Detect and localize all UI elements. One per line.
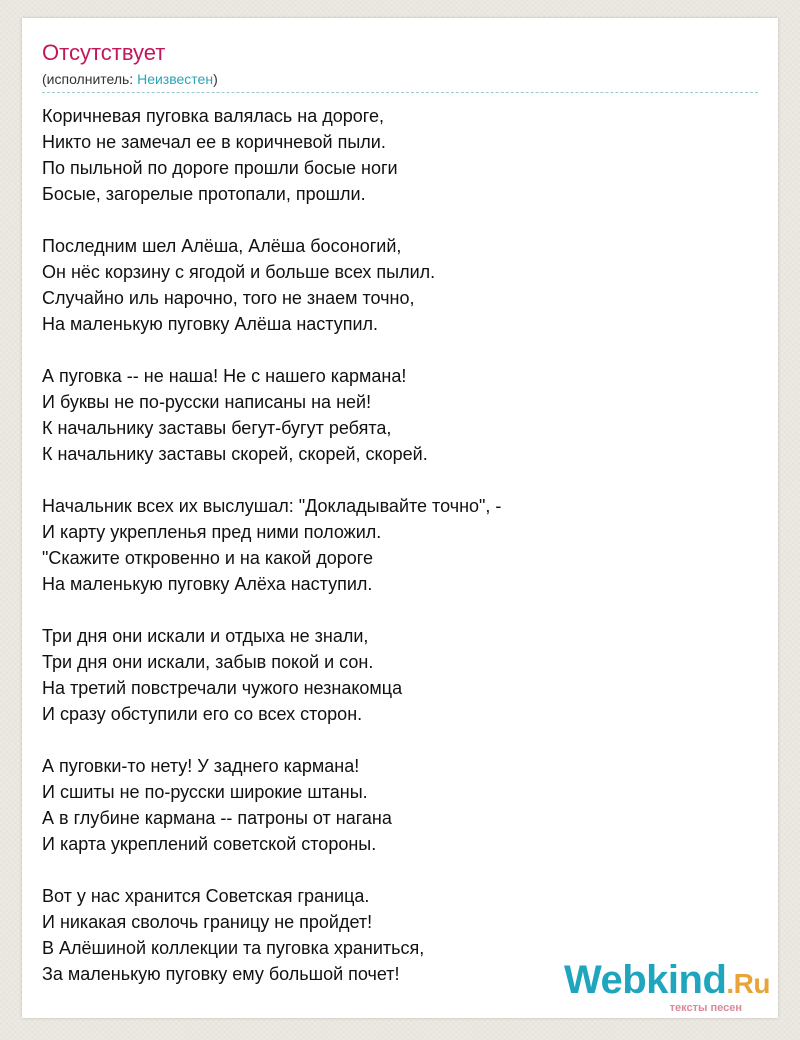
stanza bbox=[42, 363, 758, 467]
lyric-line: На маленькую пуговку Алёха наступил. bbox=[42, 574, 373, 594]
stanza bbox=[42, 103, 758, 207]
lyric-line: На маленькую пуговку Алёша наступил. bbox=[42, 314, 379, 334]
lyric-line: И сшиты не по-русски широкие штаны. bbox=[42, 782, 368, 802]
stanza bbox=[42, 493, 758, 597]
lyric-line: И буквы не по-русски написаны на ней! bbox=[42, 392, 372, 412]
logo-wordmark bbox=[564, 960, 770, 1004]
lyric-line: По пыльной по дороге прошли босые ноги bbox=[42, 158, 398, 178]
lyric-line: К начальнику заставы скорей, скорей, скорей. bbox=[42, 444, 428, 464]
artist-link[interactable]: Неизвестен bbox=[137, 71, 214, 87]
logo-tagline: тексты песен bbox=[669, 1002, 742, 1014]
site-logo[interactable] bbox=[564, 960, 770, 1014]
lyric-line: А пуговки-то нету! У заднего кармана! bbox=[42, 756, 360, 776]
lyric-line: К начальнику заставы бегут-бугут ребята, bbox=[42, 418, 392, 438]
lyric-line: И карту укрепленья пред ними положил. bbox=[42, 522, 382, 542]
header-divider bbox=[42, 92, 758, 93]
lyric-line: Последним шел Алёша, Алёша босоногий, bbox=[42, 236, 402, 256]
logo-domain: .Ru bbox=[726, 968, 770, 999]
lyric-line: И сразу обступили его со всех сторон. bbox=[42, 704, 363, 724]
artist-line bbox=[42, 68, 758, 90]
lyrics-card bbox=[22, 18, 778, 1018]
stanza bbox=[42, 233, 758, 337]
lyrics-body bbox=[42, 103, 758, 1013]
lyric-line: Случайно иль нарочно, того не знаем точно, bbox=[42, 288, 415, 308]
lyric-line: Он нёс корзину с ягодой и больше всех пылил. bbox=[42, 262, 436, 282]
lyric-line: "Скажите откровенно и на какой дороге bbox=[42, 548, 373, 568]
lyric-line: И карта укреплений советской стороны. bbox=[42, 834, 377, 854]
artist-prefix: (исполнитель: bbox=[42, 71, 138, 87]
song-header bbox=[42, 38, 758, 90]
lyric-line: Коричневая пуговка валялась на дороге, bbox=[42, 106, 384, 126]
lyric-line: Босые, загорелые протопали, прошли. bbox=[42, 184, 366, 204]
lyric-line: Никто не замечал ее в коричневой пыли. bbox=[42, 132, 386, 152]
lyric-line: Три дня они искали, забыв покой и сон. bbox=[42, 652, 374, 672]
lyric-line: А в глубине кармана -- патроны от нагана bbox=[42, 808, 392, 828]
lyric-line: Три дня они искали и отдыха не знали, bbox=[42, 626, 369, 646]
lyric-line: Вот у нас хранится Советская граница. bbox=[42, 886, 370, 906]
lyric-line: А пуговка -- не наша! Не с нашего кармана! bbox=[42, 366, 407, 386]
lyric-line: Начальник всех их выслушал: "Докладывайте точно", - bbox=[42, 496, 502, 516]
lyric-line: И никакая сволочь границу не пройдет! bbox=[42, 912, 373, 932]
logo-main-text: Webkind bbox=[563, 958, 727, 1002]
song-title: Отсутствует bbox=[42, 40, 166, 65]
stanza bbox=[42, 623, 758, 727]
lyric-line: В Алёшиной коллекции та пуговка храниться, bbox=[42, 938, 425, 958]
lyric-line: За маленькую пуговку ему большой почет! bbox=[42, 964, 400, 984]
stanza bbox=[42, 753, 758, 857]
artist-suffix: ) bbox=[213, 71, 218, 87]
lyric-line: На третий повстречали чужого незнакомца bbox=[42, 678, 403, 698]
